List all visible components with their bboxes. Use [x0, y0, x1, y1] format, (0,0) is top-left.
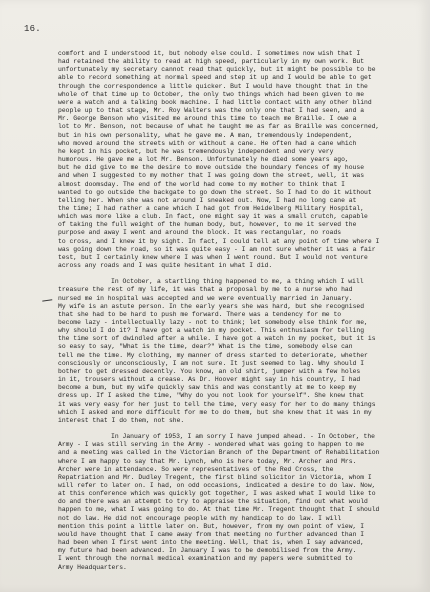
page-number: 16. — [24, 24, 41, 34]
paragraph — [58, 50, 390, 270]
text-line: people up to that stage, Mr. Roy Walters was the only one that I had seen, and a — [58, 107, 365, 115]
text-line: the time sort of dwindled after a while. I have got a watch in my pocket, but it is — [58, 335, 376, 343]
text-line: do and there was an attempt to try to appraise the situation, find out what would — [58, 498, 368, 506]
text-line: were a watch and a talking book machine. I had little contact with any other blind — [58, 98, 372, 106]
text-line: Army - I was still serving in the Army - wondered what was going to happen to me — [58, 441, 365, 449]
text-line: Archer were in attendance. So were representatives of the Red Cross, the — [58, 465, 334, 473]
text-line: had retained the ability to read at high speed, particularly in my own work. But — [58, 58, 365, 66]
margin-pen-mark — [42, 295, 53, 301]
text-line: and when I suggested to my mother that I was going down the street, well, it was — [58, 172, 365, 180]
text-line: at this conference which was quickly got together, I was asked what I would like to — [58, 490, 376, 498]
text-line: would have thought that I came away from that meeting no further advanced than I — [58, 530, 365, 538]
text-line: tell me the time. My clothing, my manner of dress started to deteriorate, whether — [58, 351, 368, 359]
text-line: he kept in his pocket, but he was tremendously independent and very very — [58, 147, 334, 155]
text-line: it was very easy for her just to tell the time, very easy for her to do many things — [58, 400, 376, 408]
text-line: comfort and I understood it, but nobody else could. I sometimes now wish that I — [58, 50, 361, 57]
text-line: become a bum, but my wife quickly saw this and was constantly at me to keep my — [58, 384, 357, 392]
paragraph — [58, 433, 390, 572]
text-line: wanted to go outside the backgate to go down the street. So I had to do it without — [58, 188, 372, 196]
text-line: happen to me, what I was going to do. At that time Mr. Tregent thought that I should — [58, 506, 380, 514]
text-line: not do law. He did not encourage people with my handicap to do law. I will — [58, 514, 342, 522]
text-line: which I asked and more difficult for me to do them, but she knew that it was in my — [58, 408, 372, 416]
text-line: test, but I certainly knew where I was when I went round. But I would not venture — [58, 253, 368, 261]
text-line: my future had been advanced. In January I was to be demobilised from the Army. — [58, 547, 357, 555]
text-line: lot to Mr. Benson, not because of what he taught me as far as Braille was concerned, — [58, 123, 380, 131]
text-line: was going down the road, so it was quite easy - I am not sure whether it was a fair — [58, 245, 376, 253]
text-line: Repatriation and Mr. Dudley Tregent, the first blind solicitor in Victoria, whom I — [58, 473, 372, 481]
text-line: consciously or unconsciously, I am not sure. It just seemed to lag. Why should I — [58, 359, 365, 367]
text-line: and a meeting was called in the Victorian Branch of the Department of Rehabilitation — [58, 449, 380, 457]
text-line: that she had to be hard to push me forward. There was a tendency for me to — [58, 310, 342, 318]
body-text — [58, 50, 390, 572]
text-line: telling her. When she was not around I sneaked out. Now, I had no long cane at — [58, 196, 357, 204]
text-line: nursed me in hospital was accepted and we were eventually married in January. — [58, 294, 353, 302]
paragraph — [58, 278, 390, 425]
text-line: in it, trousers without a crease. As Dr. Hoover might say in his country, I had — [58, 376, 361, 384]
text-line: Mr. George Benson who visited me around this time to teach me Braille. I owe a — [58, 115, 357, 123]
text-line: so easy to say, "What is the time, dear?" What is the time, somebody else can — [58, 343, 353, 351]
text-line: will refer to later on. I had, on odd occasions, indicated a desire to do law. Now, — [58, 481, 376, 489]
text-line: which was more like a club. In fact, one might say it was a small crutch, capable — [58, 213, 368, 221]
text-line: had been when I first went into the meeting. Well, that is, when I say advanced, — [58, 539, 365, 547]
text-line: In January of 1953, I am sorry I have jumped ahead. - In October, the — [111, 433, 376, 441]
paragraph-gap — [58, 425, 390, 433]
text-line: to cross, and I knew it by sight. In fact, I could tell at any point of time where I — [58, 237, 380, 245]
text-line: unfortunately my secretary cannot read that quickly, but it might be possible to be — [58, 66, 376, 74]
text-line: who moved around the streets with or without a cane. He often had a cane which — [58, 139, 357, 147]
text-line: almost doomsday. The end of the world had come to my mother to think that I — [58, 180, 345, 188]
text-line: through the correspondence a little quicker. But I would have thought that in the — [58, 82, 368, 90]
text-line: where I am happy to say that Mr. Lynch, who is here today, Mr. Archer and Mrs. — [58, 457, 357, 465]
text-line: My wife is an astute person. In the early years she was hard, but she recognised — [58, 302, 365, 310]
paragraph-gap — [58, 270, 390, 278]
text-line: across any roads and I was quite hesitant in what I did. — [58, 262, 273, 270]
text-line: dress up. If I asked the time, "Why do you not look for yourself". She knew that — [58, 392, 365, 400]
text-line: mention this point a little later on. But, however, from my own point of view, I — [58, 522, 365, 530]
text-line: treasure the rest of my life, it was that a proposal by me to a nurse who had — [58, 286, 353, 294]
text-line: whole of that time up to October, the only two things which had been given to me — [58, 90, 365, 98]
text-line: the time; I had rather a cane which I had got from Heidelberg Military Hospital, — [58, 204, 365, 212]
text-line: but in his own personality, what he gave me. A man, tremendously independent, — [58, 131, 353, 139]
text-line: In October, a startling thing happened to me, a thing which I will — [111, 278, 364, 286]
text-line: bother to get dressed decently. You know, an old shirt, jumper with a few holes — [58, 367, 361, 375]
text-line: interest that I do them, not she. — [58, 416, 185, 424]
text-line: why should I do it? I have got a watch in my pocket. This enthusiasm for telling — [58, 327, 365, 335]
text-line: purpose and away I went and around the block. It was rectangular, no roads — [58, 229, 342, 237]
text-line: but he did give to me the desire to move outside the boundary fences of my house — [58, 164, 365, 172]
text-line: able to record something at normal speed and step it up and I would be able to get — [58, 74, 372, 82]
text-line: of taking the full weight of the human body, but, however, to me it served the — [58, 221, 357, 229]
text-line: Army Headquarters. — [58, 563, 127, 571]
text-line: humorous. He gave me a lot Mr. Benson. Unfortunately he died some years ago, — [58, 156, 349, 164]
text-line: I went through the normal medical examination and my papers were submitted to — [58, 555, 353, 563]
text-line: become lazy - intellectually lazy - not to think; let somebody else think for me, — [58, 319, 368, 326]
